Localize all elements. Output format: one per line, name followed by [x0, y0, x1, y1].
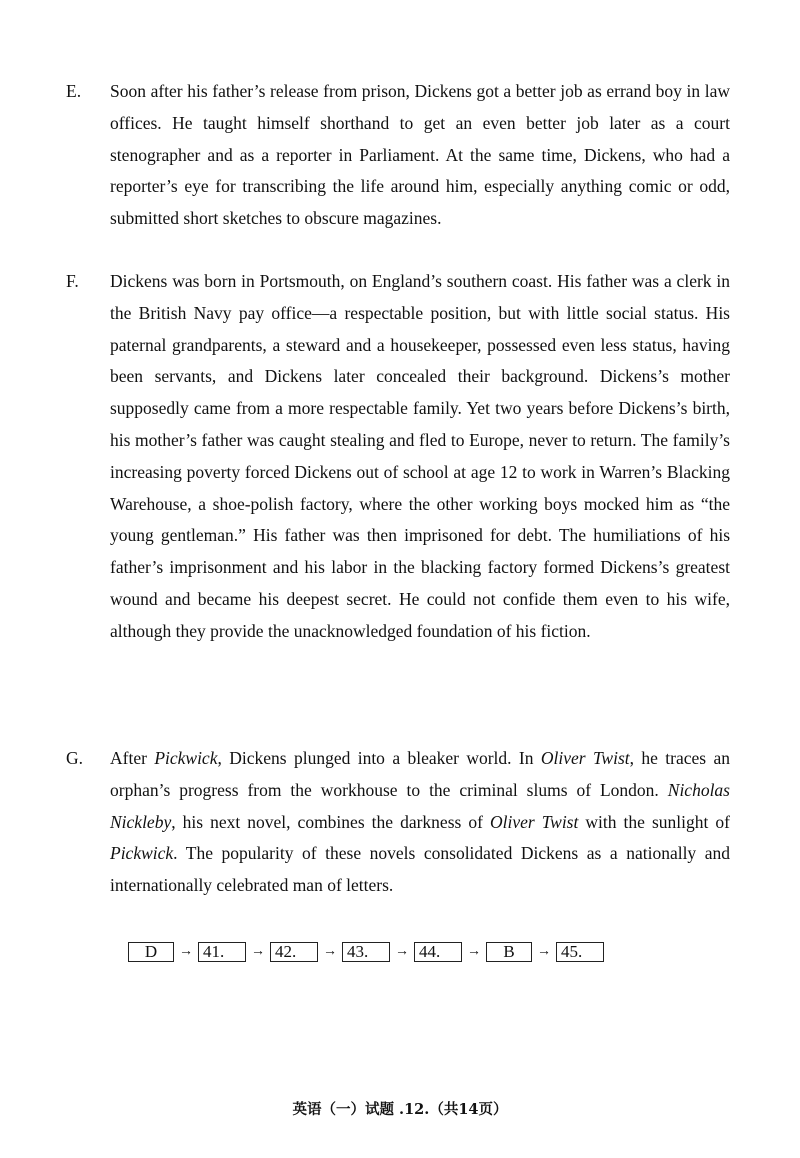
- sequence-box-d: D: [128, 942, 174, 962]
- text-segment: . The popularity of these novels consolidated Dickens as a nationally and internationally celebrated man of letters.: [110, 843, 730, 896]
- paragraph-text: Soon after his father’s release from prison, Dickens got a better job as errand boy in law offices. He taught himself shorthand to get an even better job later as a court stenographer and as a reporter in Parliament. At the same time, Dickens, who had a reporter’s eye for transcribing the life around him, especially anything comic or odd, submitted short sketches to obscure magazines.: [110, 81, 730, 229]
- arrow-right-icon: →: [323, 944, 337, 959]
- arrow-right-icon: →: [395, 944, 409, 959]
- arrow-right-icon: →: [251, 944, 265, 959]
- sequence-box-b: B: [486, 942, 532, 962]
- italic-title: Oliver Twist: [540, 748, 630, 768]
- paragraph-g: [66, 743, 730, 902]
- order-sequence: [128, 941, 604, 963]
- paragraph-letter: F.: [66, 271, 79, 291]
- text-segment: , his next novel, combines the darkness of: [171, 811, 490, 832]
- arrow-right-icon: →: [537, 944, 551, 959]
- italic-title: Pickwick: [154, 748, 218, 768]
- paragraph-e: [66, 76, 730, 235]
- page-footer: 英语（一）试题 .12.（共14页）: [292, 1101, 508, 1118]
- text-segment: , he traces an orphan’s progress from the workhouse to the criminal slums of London.: [110, 748, 730, 800]
- text-segment: with the sunlight of: [578, 811, 730, 832]
- answer-box-41[interactable]: 41.: [198, 942, 246, 962]
- paragraph-f: [66, 266, 730, 648]
- paragraph-letter: E.: [66, 81, 82, 101]
- italic-title: Pickwick: [110, 843, 174, 864]
- paragraph-text: Dickens was born in Portsmouth, on England’s southern coast. His father was a clerk in the British Navy pay office—a respectable position, but with little social status. His paternal grandparents, a steward and a housekeeper, possessed even less status, having been servants, and Dickens later concealed their background. Dickens’s mother supposedly came from a more respectable family. Yet two years before Dickens’s birth, his mother’s father was caught stealing and fled to Europe, never to return. The family’s increasing poverty forced Dickens out of school at age 12 to work in Warren’s Blacking Warehouse, a shoe-polish factory, where the other working boys mocked him as “the young gentleman.” His father was then imprisoned for debt. The humiliations of his father’s imprisonment and his labor in the blacking factory formed Dickens’s greatest wound and became his deepest secret. He could not confide them even to his wife, although they provide the unacknowledged foundation of his fiction.: [110, 271, 730, 641]
- italic-title: Oliver Twist: [489, 811, 579, 832]
- answer-box-43[interactable]: 43.: [342, 942, 390, 962]
- text-segment: After: [110, 748, 155, 768]
- italic-title: Nicholas Nickleby: [110, 779, 730, 832]
- text-segment: , Dickens plunged into a bleaker world. In: [217, 748, 541, 768]
- answer-box-42[interactable]: 42.: [270, 942, 318, 962]
- answer-box-44[interactable]: 44.: [414, 942, 462, 962]
- arrow-right-icon: →: [467, 944, 481, 959]
- arrow-right-icon: →: [179, 944, 193, 959]
- paragraph-letter: G.: [66, 748, 84, 768]
- answer-box-45[interactable]: 45.: [556, 942, 604, 962]
